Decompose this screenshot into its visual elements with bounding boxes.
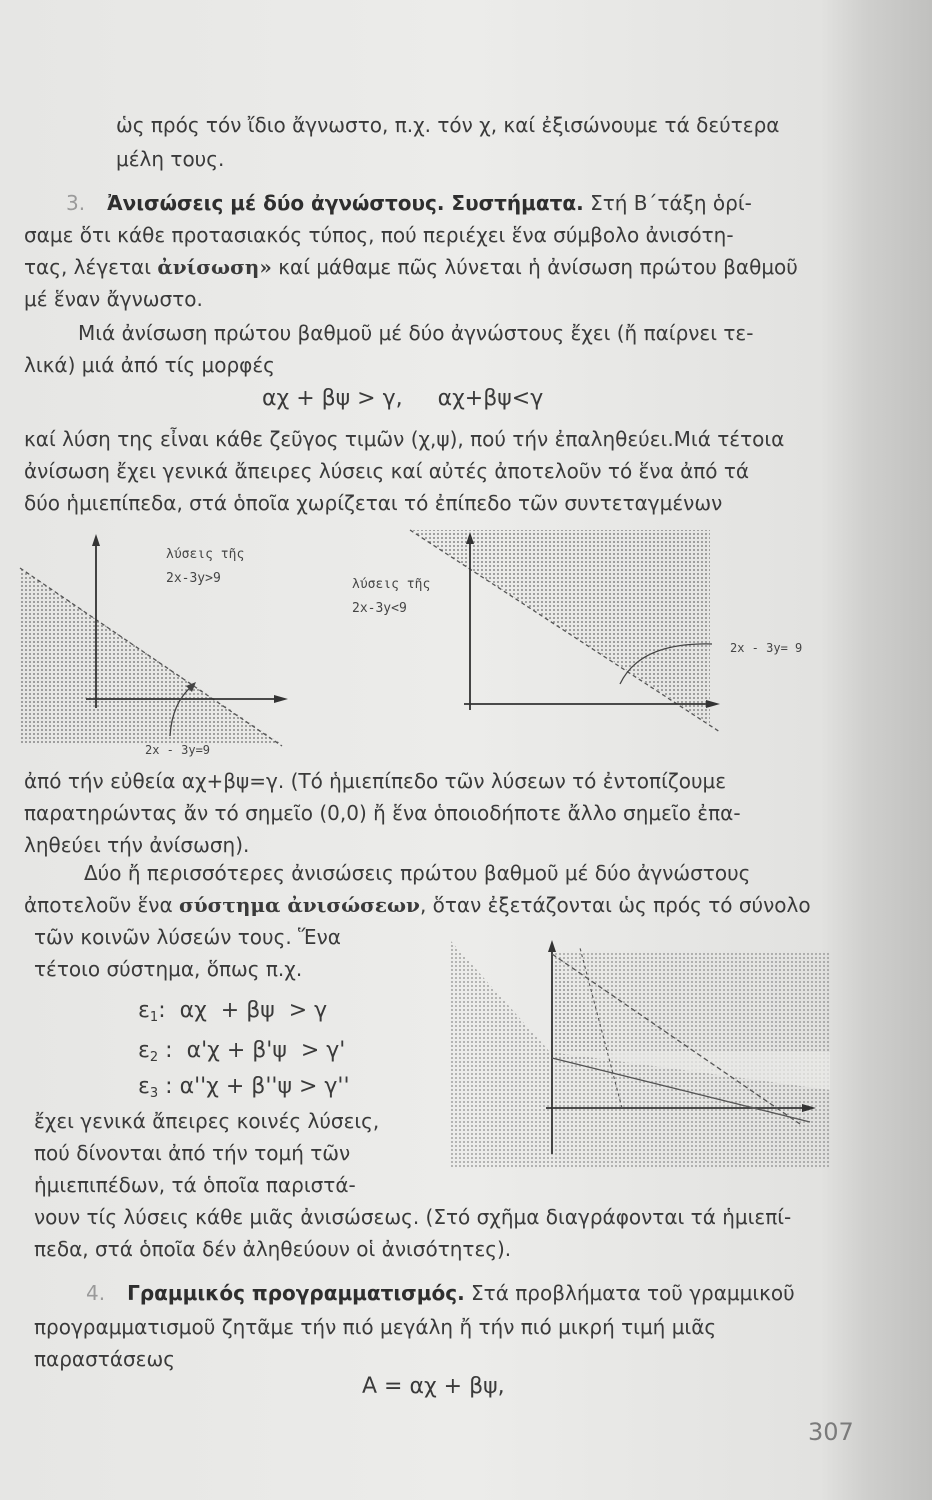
inequality-e3 [138, 1074, 350, 1107]
paragraph-line [24, 892, 811, 918]
paragraph-line: σαμε ὅτι κάθε προτασιακός τύπος, πού περιέχει ἕνα σύμβολο ἀνισότη- [24, 223, 734, 247]
term-inequality: ἀνίσωση» [157, 255, 272, 279]
paragraph-line: ἀνίσωση ἔχει γενικά ἄπειρες λύσεις καί αὐτές ἀποτελοῦν τό ἕνα ἀπό τά [24, 459, 750, 483]
figure-label: 2x-3y>9 [166, 571, 221, 586]
paragraph-line: δύο ἡμιεπίπεδα, στά ὁποῖα χωρίζεται τό ἐπίπεδο τῶν συντεταγμένων [24, 491, 723, 515]
section-number: 3. [66, 191, 86, 215]
ineq-expression: : α''χ + β''ψ > γ'' [158, 1074, 350, 1099]
figure-label: λύσεις τῆς [352, 577, 431, 592]
paragraph-line: ἀπό τήν εὐθεία αχ+βψ=γ. (Τό ἡμιεπίπεδο τῶν λύσεων τό ἐντοπίζουμε [24, 769, 727, 793]
ineq-subscript: 3 [149, 1086, 159, 1101]
section-4-heading [86, 1280, 795, 1306]
section-title: Ἀνισώσεις μέ δύο ἀγνώστους. Συστήματα. [107, 191, 584, 215]
paragraph-line: καί λύση της εἶναι κάθε ζεῦγος τιμῶν (χ,ψ), πού τήν ἐπαληθεύει.Μιά τέτοια [24, 427, 785, 451]
ineq-label: ε [138, 1038, 150, 1063]
paragraph-line: λικά) μιά ἀπό τίς μορφές [24, 353, 275, 377]
text-segment: , ὅταν ἐξετάζονται ὡς πρός τό σύνολο [419, 893, 811, 917]
paragraph-line [24, 254, 798, 280]
paragraph-line: ὡς πρός τόν ἴδιο ἄγνωστο, π.χ. τόν χ, καί ἐξισώνουμε τά δεύτερα [116, 113, 780, 137]
paragraph-line: μέ ἕναν ἄγνωστο. [24, 287, 203, 311]
term-system-of-inequalities: σύστημα ἀνισώσεων [179, 893, 420, 917]
paragraph-line: μέλη τους. [116, 147, 225, 171]
figure-half-plane-greater [20, 528, 290, 760]
y-axis-arrow-icon [548, 940, 556, 952]
paragraph-line: ληθεύει τήν ἀνίσωση). [24, 833, 250, 857]
section-number: 4. [86, 1281, 106, 1305]
paragraph-line: τέτοιο σύστημα, ὅπως π.χ. [34, 957, 303, 981]
figure-label: 2x-3y<9 [352, 601, 407, 616]
ineq-expression: : αχ + βψ > γ [158, 998, 328, 1023]
line-label: 2x - 3y=9 [145, 743, 211, 757]
x-axis-arrow-icon [274, 695, 288, 703]
inequality-e2 [138, 1038, 345, 1071]
paragraph-line: πεδα, στά ὁποῖα δέν ἀληθεύουν οἱ ἀνισότητες). [34, 1237, 512, 1261]
text-segment: καί μάθαμε πῶς λύνεται ἡ ἀνίσωση πρώτου βαθμοῦ [278, 255, 798, 279]
text-segment: τας, λέγεται [24, 255, 151, 279]
objective-formula: Α = αχ + βψ, [362, 1374, 505, 1399]
ineq-label: ε [138, 998, 150, 1023]
paragraph-line: Μιά ἀνίσωση πρώτου βαθμοῦ μέ δύο ἀγνώστους ἔχει (ἤ παίρνει τε- [78, 321, 754, 345]
paragraph-line: παραστάσεως [34, 1347, 175, 1371]
ineq-label: ε [138, 1074, 150, 1099]
section-3-heading [66, 190, 752, 216]
solution-half-plane [20, 568, 280, 743]
paragraph-line: πού δίνονται ἀπό τήν τομή τῶν [34, 1141, 351, 1165]
paragraph-text: Στά προβλήματα τοῦ γραμμικοῦ [471, 1281, 795, 1305]
y-axis-arrow-icon [92, 534, 100, 546]
page-number: 307 [808, 1418, 854, 1446]
x-axis-arrow-icon [706, 700, 720, 708]
line-label: 2x - 3y= 9 [730, 641, 803, 655]
paragraph-text: Στή Β΄τάξη ὁρί- [590, 191, 752, 215]
inequality-forms: αχ + βψ > γ, αχ+βψ<γ [262, 386, 544, 411]
paragraph-line: ἔχει γενικά ἄπειρες κοινές λύσεις, [34, 1109, 380, 1133]
figure-label: λύσεις τῆς [166, 547, 245, 562]
paragraph-line: νουν τίς λύσεις κάθε μιᾶς ἀνισώσεως. (Στό σχῆμα διαγράφονται τά ἡμιεπί- [34, 1205, 792, 1229]
section-title: Γραμμικός προγραμματισμός. [127, 1281, 465, 1305]
figure-system-region [450, 940, 830, 1176]
ineq-subscript: 2 [149, 1050, 159, 1065]
paragraph-line: ἡμιεπιπέδων, τά ὁποῖα παριστά- [34, 1173, 356, 1197]
ineq-subscript: 1 [149, 1010, 159, 1025]
figure-half-plane-less [340, 524, 820, 736]
paragraph-line: Δύο ἤ περισσότερες ἀνισώσεις πρώτου βαθμοῦ μέ δύο ἀγνώστους [84, 861, 751, 885]
paragraph-line: παρατηρώντας ἄν τό σημεῖο (0,0) ἤ ἕνα ὁποιοδήποτε ἄλλο σημεῖο ἐπα- [24, 801, 741, 825]
text-segment: ἀποτελοῦν ἕνα [24, 893, 173, 917]
ineq-expression: : α'χ + β'ψ > γ' [158, 1038, 346, 1063]
paragraph-line: προγραμματισμοῦ ζητᾶμε τήν πιό μεγάλη ἤ τήν πιό μικρή τιμή μιᾶς [34, 1315, 717, 1339]
paragraph-line: τῶν κοινῶν λύσεών τους. Ἕνα [34, 925, 341, 949]
inequality-e1 [138, 998, 327, 1031]
